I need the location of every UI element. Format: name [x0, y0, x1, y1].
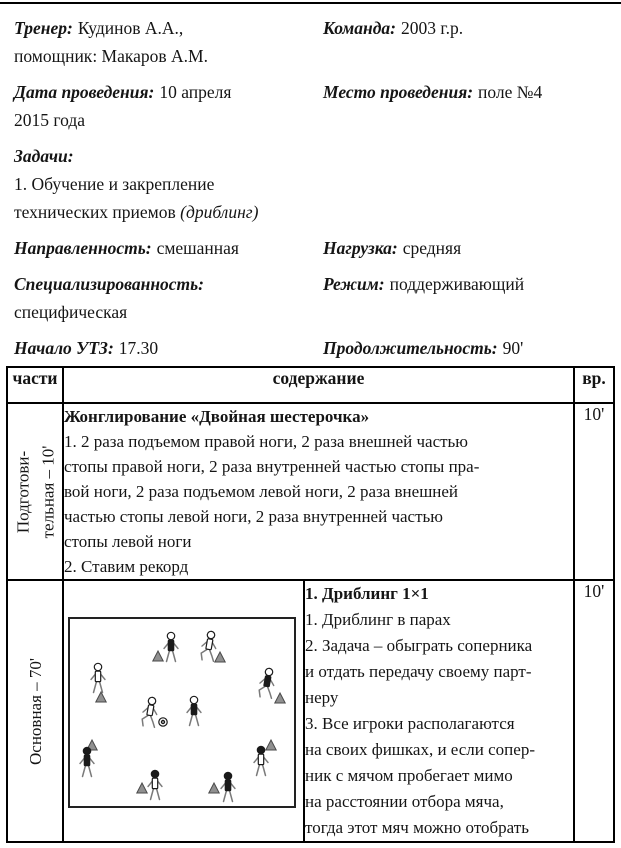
col-header-time: вр.: [574, 367, 614, 403]
assistant-value: помощник: Макаров А.М.: [14, 46, 208, 66]
direction-value: смешанная: [156, 238, 239, 258]
player-figure: [200, 630, 219, 662]
content-cell-juggling: [63, 403, 574, 580]
regime-value: поддерживающий: [389, 274, 525, 294]
phase-label-preparatory: Подготови- тельная – 10': [13, 445, 57, 538]
tasks-label: Задачи:: [14, 146, 74, 166]
direction-block: [14, 234, 239, 262]
cone-marker: [209, 783, 219, 793]
venue-label: Место проведения:: [323, 82, 474, 102]
player-figure: [91, 663, 105, 692]
task-1-cont: технических приемов: [14, 202, 181, 222]
drill-title-dribbling: 1. Дриблинг 1×1: [305, 584, 429, 603]
drill-diagram-svg: [70, 619, 294, 806]
col-header-parts: части: [7, 367, 63, 403]
load-label: Нагрузка:: [323, 238, 398, 258]
player-figure: [221, 772, 235, 801]
trainer-value: Кудинов А.А.,: [77, 18, 184, 38]
load-value: средняя: [402, 238, 462, 258]
drill-title-juggling: Жонглирование «Двойная шестерочка»: [64, 407, 370, 426]
drill-diagram-frame: [68, 617, 296, 808]
regime-block: [323, 270, 524, 298]
start-block: [14, 334, 158, 362]
player-figure: [80, 747, 94, 776]
drill-description-juggling: 1. 2 раза подъемом правой ноги, 2 раза внешней частью стопы правой ноги, 2 раза внутренней частью стопы пра- вой ноги, 2 раза подъемом левой ноги, 2 раза внешней частью стопы левой ноги, 2 раза внутренней частью стопы левой ноги 2. Ставим рекорд: [64, 432, 480, 576]
training-plan-table: [6, 366, 615, 843]
page-top-rule: [0, 2, 621, 4]
date-value-line2: 2015 года: [14, 110, 86, 130]
date-label: Дата проведения:: [14, 82, 155, 102]
specialization-label: Специализированность:: [14, 274, 204, 294]
player-figure: [164, 632, 178, 661]
team-block: [323, 14, 463, 42]
phase-cell-preparatory: [7, 403, 63, 580]
duration-block: [323, 334, 523, 362]
time-cell-row2: 10': [574, 580, 614, 842]
duration-label: Продолжительность:: [323, 338, 498, 358]
ball-icon: [159, 718, 167, 726]
time-cell-row1: 10': [574, 403, 614, 580]
regime-label: Режим:: [323, 274, 385, 294]
date-block: [14, 78, 231, 134]
player-figure: [254, 746, 268, 775]
cone-marker: [266, 740, 276, 750]
phase-cell-main: [7, 580, 63, 842]
cone-marker: [153, 651, 163, 661]
content-cell-dribbling: [304, 580, 574, 842]
trainer-block: [14, 14, 208, 70]
player-figure: [141, 696, 160, 728]
task-1-italic: (дриблинг): [180, 202, 259, 222]
player-figure: [148, 770, 162, 799]
specialization-block: [14, 270, 209, 326]
task-1: 1. Обучение и закрепление: [14, 174, 215, 194]
specialization-value: специфическая: [14, 302, 128, 322]
venue-block: [323, 78, 542, 106]
trainer-label: Тренер:: [14, 18, 73, 38]
player-figure: [187, 696, 201, 725]
cone-marker: [215, 652, 225, 662]
cone-marker: [96, 692, 106, 702]
tasks-block: [14, 142, 258, 226]
col-header-content: содержание: [63, 367, 574, 403]
start-value: 17.30: [118, 338, 159, 358]
duration-value: 90': [502, 338, 524, 358]
date-value: 10 апреля: [159, 82, 232, 102]
cone-marker: [275, 693, 285, 703]
team-label: Команда:: [323, 18, 396, 38]
load-block: [323, 234, 461, 262]
drill-description-dribbling: 1. Дриблинг в парах 2. Задача – обыграть соперника и отдать передачу своему парт- неру 3. Все игроки располагаются на своих фишках, и если сопер- ник с мячом пробегает мимо на расстоянии отбора мяча, тогда этот мяч можно отобрать: [305, 610, 535, 837]
cone-marker: [137, 783, 147, 793]
phase-label-main: Основная – 70': [25, 657, 45, 765]
start-label: Начало УТЗ:: [14, 338, 114, 358]
player-figure: [258, 667, 277, 699]
direction-label: Направленность:: [14, 238, 152, 258]
team-value: 2003 г.р.: [401, 18, 464, 38]
diagram-cell: [63, 580, 304, 842]
venue-value: поле №4: [478, 82, 543, 102]
